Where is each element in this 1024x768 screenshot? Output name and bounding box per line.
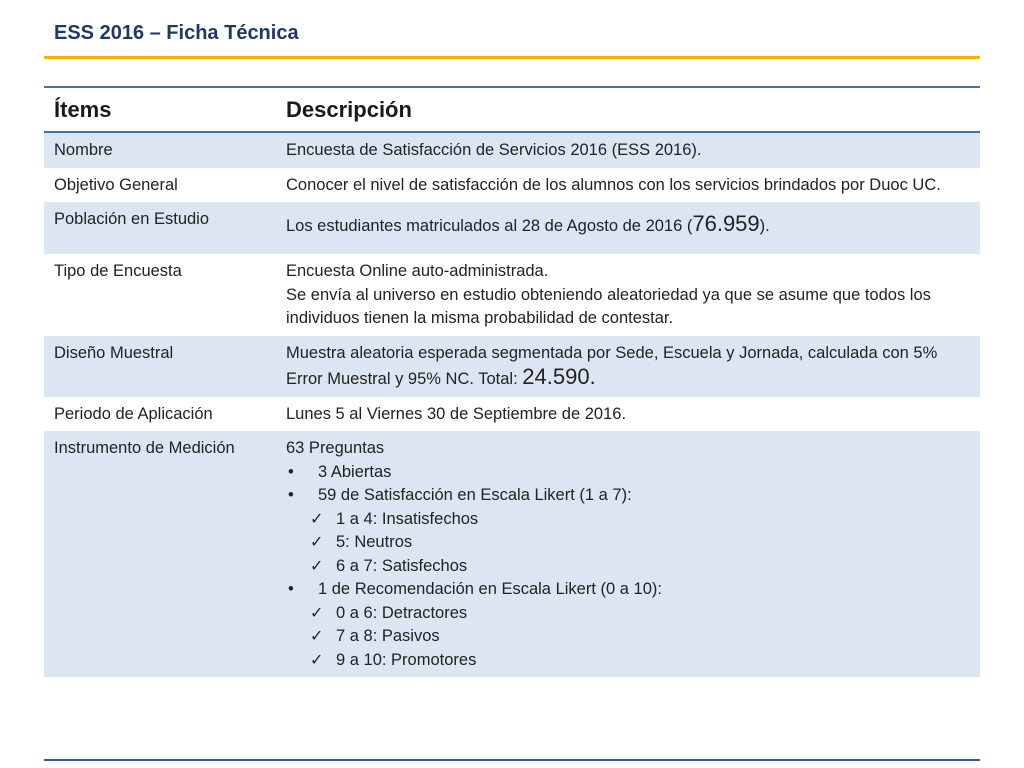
list-item: ✓ 5: Neutros <box>286 531 958 555</box>
table-row <box>44 254 980 336</box>
list-item: ✓ 0 a 6: Detractores <box>286 602 958 626</box>
table-header-row <box>44 87 980 132</box>
instrumento-intro: 63 Preguntas <box>286 439 385 457</box>
check-icon: ✓ <box>310 557 324 575</box>
title-underline <box>44 56 980 59</box>
row-desc-poblacion <box>265 202 980 254</box>
row-desc-nombre: Encuesta de Satisfacción de Servicios 2016 (ESS 2016). <box>265 132 980 168</box>
row-item-instrumento: Instrumento de Medición <box>44 431 265 677</box>
bullet-icon: • <box>288 462 294 481</box>
poblacion-text: Los estudiantes matriculados al 28 de Agosto de 2016 ( <box>286 217 693 235</box>
question-list <box>286 578 958 602</box>
list-item: • 59 de Satisfacción en Escala Likert (1 a 7): <box>286 484 958 508</box>
check-icon: ✓ <box>310 534 324 551</box>
poblacion-count: 76.959 <box>692 211 760 236</box>
list-item: • 3 Abiertas <box>286 461 958 485</box>
row-item-diseno: Diseño Muestral <box>44 336 265 397</box>
row-item-periodo: Periodo de Aplicación <box>44 397 265 432</box>
list-item: ✓ 7 a 8: Pasivos <box>286 625 958 649</box>
table-row <box>44 397 980 432</box>
table-row <box>44 202 980 254</box>
footer-rule <box>44 759 980 761</box>
row-desc-objetivo: Conocer el nivel de satisfacción de los alumnos con los servicios brindados por Duoc UC. <box>265 168 980 203</box>
row-item-nombre: Nombre <box>44 132 265 168</box>
row-item-tipo: Tipo de Encuesta <box>44 254 265 336</box>
recommendation-sublist <box>286 602 958 673</box>
list-item: ✓ 1 a 4: Insatisfechos <box>286 508 958 532</box>
list-item: ✓ 9 a 10: Promotores <box>286 649 958 673</box>
diseno-total: 24.590. <box>522 364 596 389</box>
table-row <box>44 132 980 168</box>
check-icon: ✓ <box>310 628 324 645</box>
table-row <box>44 168 980 203</box>
table-row <box>44 431 980 677</box>
list-item: ✓ 6 a 7: Satisfechos <box>286 555 958 579</box>
bullet-icon: • <box>288 580 294 598</box>
check-icon: ✓ <box>310 651 324 669</box>
slide-title: ESS 2016 – Ficha Técnica <box>54 22 299 44</box>
row-desc-tipo <box>265 254 980 336</box>
bullet-icon: • <box>288 486 294 504</box>
row-item-objetivo: Objetivo General <box>44 168 265 203</box>
table-row <box>44 336 980 397</box>
likert-sublist <box>286 508 958 579</box>
spec-table <box>44 86 980 677</box>
diseno-text: Muestra aleatoria esperada segmentada por Sede, Escuela y Jornada, calculada con 5% Error Muestral y 95% NC. Total: <box>286 343 938 388</box>
poblacion-close: ). <box>759 217 770 235</box>
tipo-line-1: Encuesta Online auto-administrada. <box>286 262 549 280</box>
check-icon: ✓ <box>310 604 324 622</box>
tipo-line-2: Se envía al universo en estudio obteniendo aleatoriedad ya que se asume que todos los individuos tienen la misma probabilidad de contestar. <box>286 285 931 327</box>
row-item-poblacion: Población en Estudio <box>44 202 265 254</box>
column-header-description: Descripción <box>265 87 980 132</box>
row-desc-diseno <box>265 336 980 397</box>
row-desc-periodo: Lunes 5 al Viernes 30 de Septiembre de 2016. <box>265 397 980 432</box>
list-item: • 1 de Recomendación en Escala Likert (0 a 10): <box>286 578 958 602</box>
check-icon: ✓ <box>310 510 324 528</box>
question-list <box>286 461 958 508</box>
column-header-items: Ítems <box>44 87 265 132</box>
row-desc-instrumento <box>265 431 980 677</box>
